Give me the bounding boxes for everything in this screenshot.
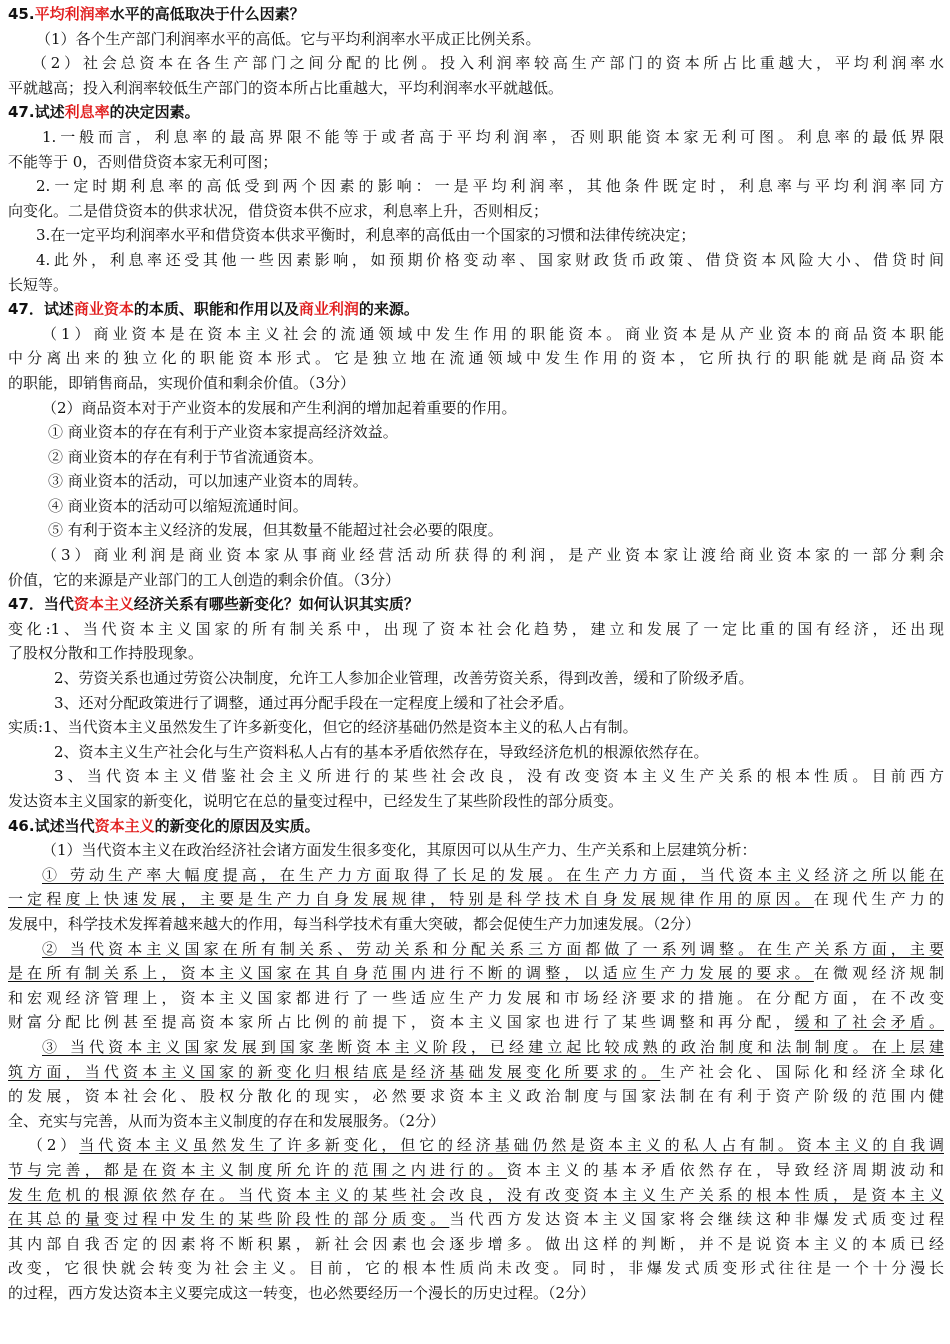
- question-47-capitalism-heading: [8, 592, 944, 617]
- question-number: 47．试述: [8, 300, 74, 319]
- underlined-text: 一定程度上快速发展，主要是生产力自身发展规律，特别是科学技术自身发展规律作用的原因。: [8, 890, 814, 909]
- text-line: 发达资本主义国家的新变化，说明它在总的量变过程中，已经发生了某些阶段性的部分质变。: [8, 792, 624, 810]
- text-line: 2、资本主义生产社会化与生产资料私人占有的基本矛盾依然存在，导致经济危机的根源依然存在。: [54, 742, 709, 761]
- text-line: 3、还对分配政策进行了调整，通过再分配手段在一定程度上缓和了社会矛盾。: [54, 693, 574, 712]
- list-item: ④ 商业资本的活动可以缩短流通时间。: [48, 496, 308, 515]
- text-line: 4.此外，利息率还受其他一些因素影响，如预期价格变动率、国家财政货币政策、借贷资本风险大小、借贷时间: [36, 250, 944, 269]
- text-line: [8, 887, 944, 912]
- text-line: 的发展，资本社会化、股权分散化的现实，必然要求资本主义政治制度与国家法制在有利于资产阶级的范围内健: [8, 1087, 944, 1106]
- question-46-heading: [8, 814, 944, 839]
- text-line: 向变化。二是借贷资本的供求状况，借贷资本供不应求，利息率上升，否则相反；: [8, 201, 549, 220]
- list-item: ③ 商业资本的活动，可以加速产业资本的周转。: [48, 472, 368, 491]
- underlined-text: ② 当代资本主义国家在所有制关系、劳动关系和分配关系三方面都做了一系列调整。在生产关系方面，主要: [42, 939, 944, 958]
- text-line: 1.一般而言，利息率的最高界限不能等于或者高于平均利润率，否则职能资本家无利可图。利息率的最低界限: [42, 127, 944, 146]
- text-line: 改变，它很快就会转变为社会主义。目前，它的根本性质尚未改变。同时，非爆发式质变形式往往是一个十分漫长: [8, 1259, 944, 1278]
- text-line: 其内部自我否定的因素将不断积累，新社会因素也会逐步增多。做出这样的判断，并不是说资本主义的本质已经: [8, 1234, 944, 1253]
- text-line: [8, 863, 944, 888]
- text-line: 价值，它的来源是产业部门的工人创造的剩余价值。（3分）: [8, 570, 401, 589]
- plain-text: （2）: [28, 1136, 80, 1155]
- text-line: 发展中，科学技术发挥着越来越大的作用，每当科学技术有重大突破，都会促使生产力加速发展。（2分）: [8, 914, 701, 933]
- question-number: 46.试述当代: [8, 816, 95, 835]
- text-line: 中分离出来的独立化的职能资本形式。它是独立地在流通领域中发生作用的资本，它所执行的职能就是商品资本: [8, 349, 944, 368]
- plain-text: 资本主义的基本矛盾依然存在，导致经济周期波动和: [506, 1160, 944, 1179]
- text-line: [8, 1010, 944, 1035]
- underlined-text: ① 劳动生产率大幅度提高，在生产力方面取得了长足的发展。在生产力方面，当代资本主义经济之所以能在: [42, 865, 944, 884]
- text-line: 了股权分散和工作持股现象。: [8, 644, 204, 663]
- text-line: 和宏观经济管理上，资本主义国家都进行了一些适应生产力发展和市场经济要求的措施。在分配方面，在不改变: [8, 988, 944, 1007]
- underlined-text: 筑方面，当代资本主义国家的新变化归根结底是经济基础发展变化所要求的。: [8, 1062, 661, 1081]
- question-number: 47.试述: [8, 103, 65, 122]
- list-item: ① 商业资本的存在有利于产业资本家提高经济效益。: [48, 423, 398, 442]
- text-line: [8, 1183, 944, 1208]
- highlight-term: 利息率: [64, 103, 110, 122]
- text-line: （2）社会总资本在各生产部门之间分配的比例。投入利润率较高生产部门的资本所占比重越大，平均利润率水: [32, 54, 944, 73]
- text-line: 实质:1、当代资本主义虽然发生了许多新变化，但它的经济基础仍然是资本主义的私人占有制。: [8, 718, 638, 737]
- text-line: 变化:1、当代资本主义国家的所有制关系中，出现了资本社会化趋势，建立和发展了一定比重的国有经济，还出现: [8, 619, 944, 638]
- list-item: ⑤ 有利于资本主义经济的发展，但其数量不能超过社会必要的限度。: [48, 521, 503, 540]
- plain-text: 生产社会化、国际化和经济全球化: [660, 1062, 944, 1081]
- underlined-text: 发生危机的根源依然存在。当代资本主义的某些社会改良，没有改变资本主义生产关系的根本性质，是资本主义: [8, 1185, 944, 1204]
- text-line: [8, 937, 944, 962]
- text-line: 2、劳资关系也通过劳资公决制度，允许工人参加企业管理，改善劳资关系，得到改善，缓和了阶级矛盾。: [54, 669, 754, 688]
- document-page: [8, 2, 944, 1305]
- heading-text: 水平的高低取决于什么因素？: [109, 5, 305, 23]
- highlight-term: 资本主义: [73, 595, 134, 614]
- underlined-text: ③ 当代资本主义国家发展到国家垄断资本主义阶段，已经建立起比较成熟的政治制度和法制制度。在上层建: [42, 1037, 944, 1056]
- highlight-term: 资本主义: [94, 816, 155, 835]
- text-line: [8, 1035, 944, 1060]
- text-line: 3、当代资本主义借鉴社会主义所进行的某些社会改良，没有改变资本主义生产关系的根本性质。目前西方: [54, 767, 944, 786]
- text-line: （1）商业资本是在资本主义社会的流通领域中发生作用的职能资本。商业资本是从产业资本的商品资本职能: [42, 324, 944, 343]
- text-line: 的过程，西方发达资本主义要完成这一转变，也必然要经历一个漫长的历史过程。（2分）: [8, 1283, 596, 1302]
- question-number: 45.: [8, 5, 35, 23]
- text-line: [8, 1133, 944, 1158]
- question-45-heading: [8, 2, 944, 27]
- text-line: 2.一定时期利息率的高低受到两个因素的影响：一是平均利润率，其他条件既定时，利息率与平均利润率同方: [36, 177, 944, 196]
- underlined-text: 是在所有制关系上，资本主义国家在其自身范围内进行不断的调整，以适应生产力发展的要求。: [8, 964, 814, 983]
- heading-text: 的本质、职能和作用以及: [133, 300, 299, 319]
- question-47-commercial-heading: [8, 297, 944, 322]
- text-line: （1）各个生产部门利润率水平的高低。它与平均利润率水平成正比例关系。: [36, 29, 541, 48]
- text-line: 的职能，即销售商品，实现价值和剩余价值。（3分）: [8, 373, 356, 392]
- text-line: 平就越高；投入利润率较低生产部门的资本所占比重越大，平均利润率水平就越低。: [8, 78, 564, 97]
- underlined-text: 当代资本主义虽然发生了许多新变化，但它的经济基础仍然是资本主义的私人占有制。资本主义的自我调: [79, 1136, 944, 1155]
- heading-text: 的决定因素。: [109, 103, 200, 122]
- text-line: 长短等。: [8, 275, 69, 294]
- underlined-text: 缓和了社会矛盾。: [794, 1013, 944, 1032]
- highlight-term: 平均利润率: [34, 5, 110, 23]
- underlined-text: 节与完善，都是在资本主义制度所允许的范围之内进行的。: [8, 1160, 507, 1179]
- list-item: ② 商业资本的存在有利于节省流通资本。: [48, 447, 323, 466]
- question-number: 47．当代: [8, 595, 74, 614]
- heading-text: 的新变化的原因及实质。: [154, 816, 320, 835]
- text-line: 3.在一定平均利润率水平和借贷资本供求平衡时，利息率的高低由一个国家的习惯和法律传统决定；: [36, 226, 696, 245]
- text-line: [8, 1060, 944, 1085]
- underlined-text: 在其总的量变过程中发生的某些阶段性的部分质变。: [8, 1210, 450, 1229]
- text-line: （2）商品资本对于产业资本的发展和产生利润的增加起着重要的作用。: [42, 398, 517, 417]
- highlight-term: 商业利润: [298, 300, 359, 319]
- text-line: 全、充实与完善，从而为资本主义制度的存在和发展服务。（2分）: [8, 1111, 446, 1130]
- text-line: （1）当代资本主义在政治经济社会诸方面发生很多变化，其原因可以从生产力、生产关系和上层建筑分析：: [42, 841, 757, 860]
- text-line: 不能等于 0，否则借贷资本家无利可图；: [8, 152, 278, 171]
- plain-text: 当代西方发达资本主义国家将会继续这种非爆发式质变过程: [449, 1210, 944, 1229]
- question-47-interest-heading: [8, 100, 944, 125]
- plain-text: 财富分配比例甚至提高资本家所占比例的前提下，资本主义国家也进行了某些调整和再分配，: [8, 1013, 795, 1032]
- text-line: [8, 1158, 944, 1183]
- text-line: [8, 1207, 944, 1232]
- heading-text: 的来源。: [358, 300, 419, 319]
- text-line: （3）商业利润是商业资本家从事商业经营活动所获得的利润，是产业资本家让渡给商业资本家的一部分剩余: [42, 546, 944, 565]
- highlight-term: 商业资本: [73, 300, 134, 319]
- text-line: [8, 961, 944, 986]
- plain-text: 在微观经济规制: [813, 964, 944, 983]
- heading-text: 经济关系有哪些新变化？如何认识其实质？: [133, 595, 419, 614]
- plain-text: 在现代生产力的: [813, 890, 944, 909]
